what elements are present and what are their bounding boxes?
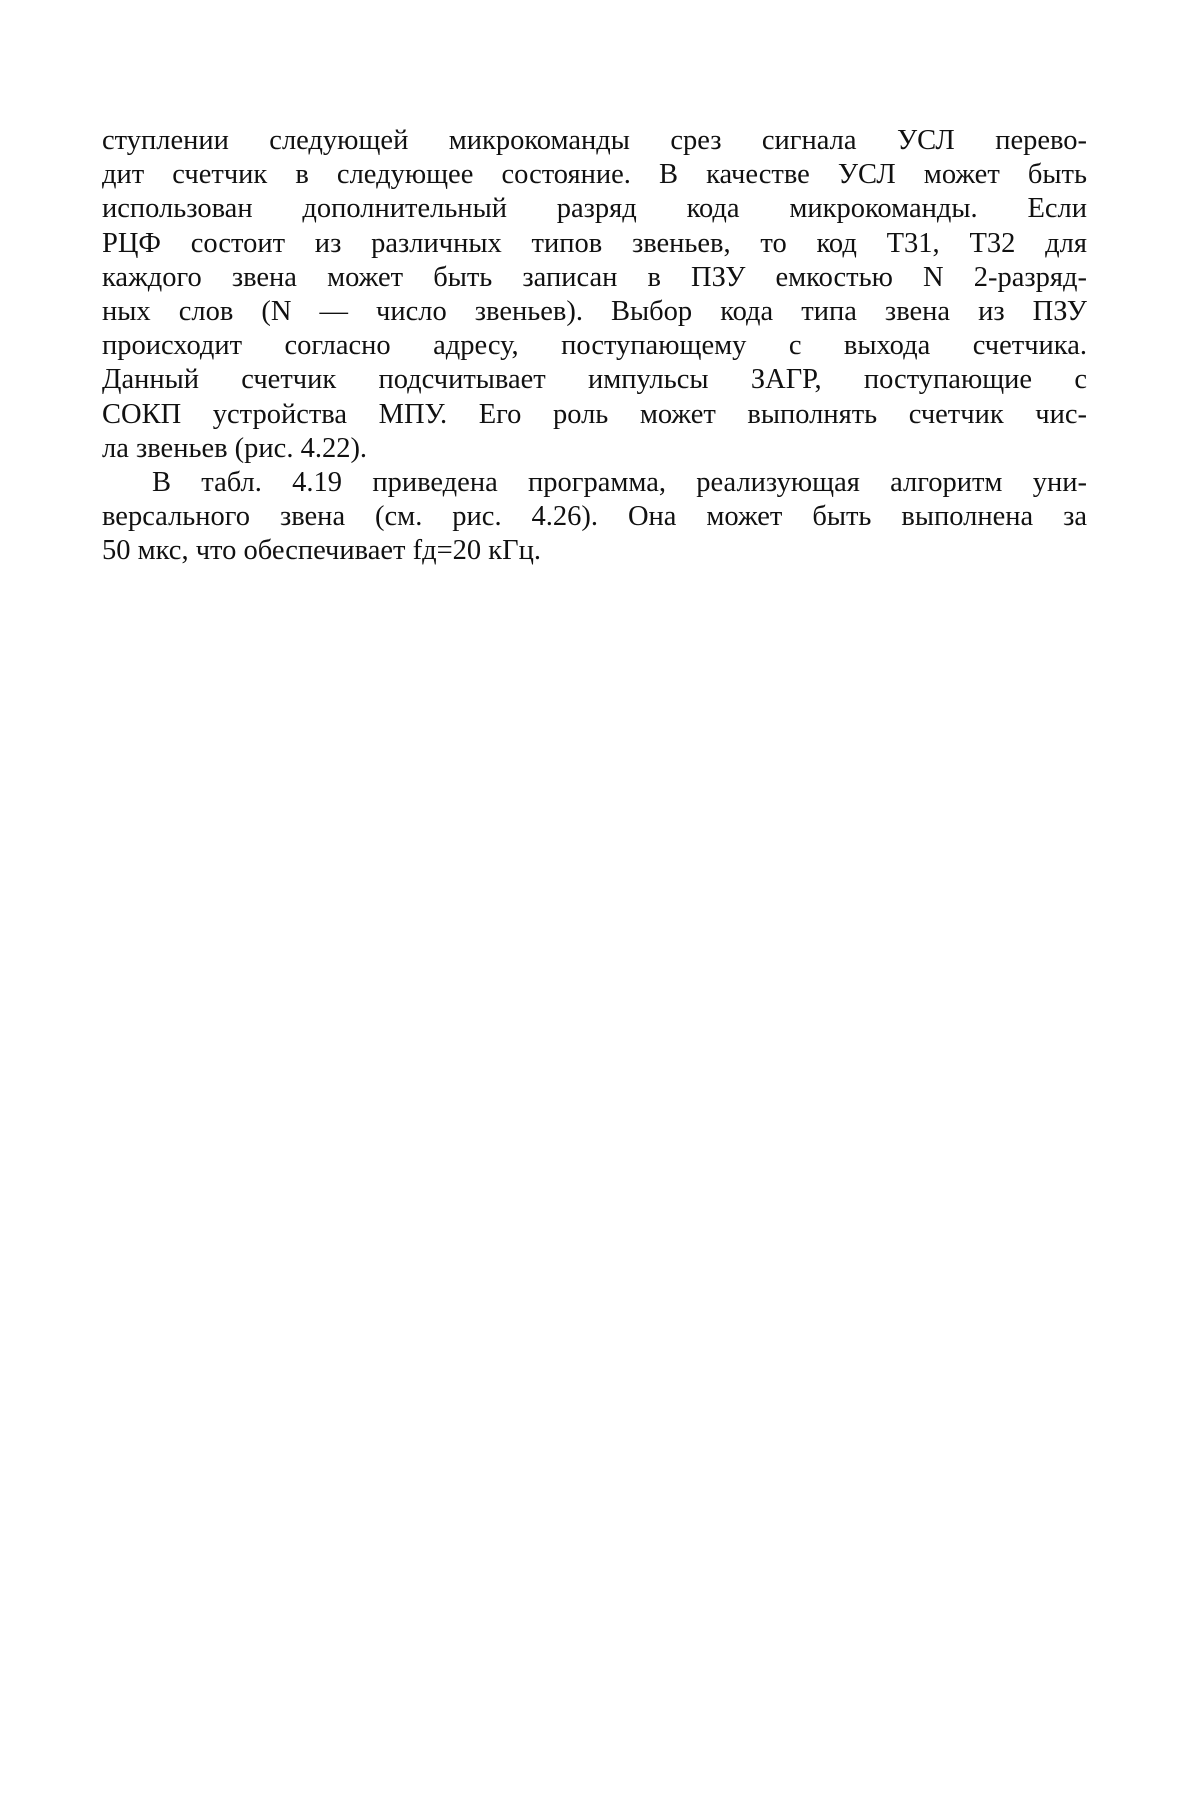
text-line: РЦФ состоит из различных типов звеньев, то код Т31, Т32 для — [102, 227, 1087, 259]
text-line: Данный счетчик подсчитывает импульсы ЗАГР, поступающие с — [102, 364, 1087, 396]
text-line: В табл. 4.19 приведена программа, реализующая алгоритм уни- — [152, 466, 1087, 498]
paragraph-1 — [102, 124, 1087, 466]
text-line: происходит согласно адресу, поступающему с выхода счетчика. — [102, 330, 1087, 362]
text-line: дит счетчик в следующее состояние. В качестве УСЛ может быть — [102, 159, 1087, 191]
body-text — [102, 124, 1087, 568]
text-line: ных слов (N — число звеньев). Выбор кода типа звена из ПЗУ — [102, 295, 1087, 327]
text-line: СОКП устройства МПУ. Его роль может выполнять счетчик чис- — [102, 398, 1087, 430]
text-line: использован дополнительный разряд кода микрокоманды. Если — [102, 193, 1087, 225]
text-line: ла звеньев (рис. 4.22). — [102, 432, 368, 464]
paragraph-2 — [102, 466, 1087, 569]
text-line: ступлении следующей микрокоманды срез сигнала УСЛ перево- — [102, 125, 1087, 156]
text-line: версального звена (см. рис. 4.26). Она может быть выполнена за — [102, 501, 1087, 533]
text-line: 50 мкс, что обеспечивает fд=20 кГц. — [102, 535, 541, 567]
text-line: каждого звена может быть записан в ПЗУ емкостью N 2-разряд- — [102, 261, 1087, 293]
